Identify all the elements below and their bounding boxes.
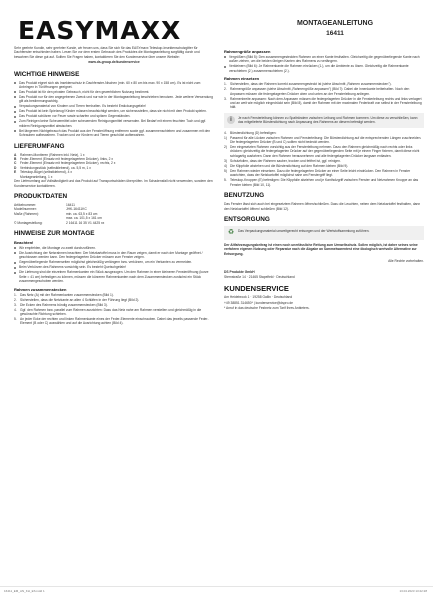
list-item: 1. Das Netz (A) mit der Rahmenkanten zusammenstecken (Bild 1). bbox=[14, 292, 114, 297]
document-title: MONTAGEANLEITUNG bbox=[296, 20, 374, 27]
service-note: * Anruf in das deutsche Festnetz zum Tarif Ihres Anbieters. bbox=[224, 306, 310, 311]
table-row: C Feder-Element (Einsatz mit federgelagertem Drücker), rechts, 2 x bbox=[14, 161, 116, 166]
list-item: 3. Die Ecken des Rahmens bündig zusammenstecken (Bild 3). bbox=[14, 302, 108, 307]
document-number: 16411 bbox=[326, 30, 344, 37]
delivery-note: Den Lieferumfang auf Vollständigkeit und das Produkt auf Transportschäden überprüfen. Im Schadensfall nicht verwenden, sondern den Kundenservice kontaktieren. bbox=[14, 179, 213, 188]
company-name: DS Produkte GmbH bbox=[224, 269, 255, 274]
tip-text: Je nach Fensterleibung können zu Spalträndern zwischen Leibung und Rahmen kommen. Um diese zu verschließen, kann das mitgelieferte Bürstendichtung nach Anpassung des Rahmens an diesem befestigt werden. bbox=[238, 115, 418, 125]
recycle-icon: ♻ bbox=[227, 228, 235, 236]
footer-file: 16411_EM_AN_KH_ES.indd 1 bbox=[4, 589, 45, 593]
intro-text: Sehr geehrte Kundin, sehr geehrter Kunde, wir freuen uns, dass Sie sich für das EASYmaxx Teleskop-Insektenschutzgitter für Dachfenster entschieden haben. Lesen Sie vor dem ersten Gebrauch des Produktes die Montageanleitung sorgfältig durch und bewahren Sie diese gut auf. Sollten Sie Fragen haben, kontaktieren Sie den Kundenservice über unsere Website: bbox=[14, 46, 200, 59]
list-item: 4) Die Klippfolie abziehen und die Bürstendichtung auf den Rahmen kleben (Bild 9). bbox=[224, 163, 349, 168]
service-heading: KUNDENSERVICE bbox=[224, 284, 289, 294]
delivery-heading: LIEFERUMFANG bbox=[14, 142, 65, 150]
disposal-heading: ENTSORGUNG bbox=[224, 215, 270, 223]
table-row: Modellnummer: JHK-16411KC bbox=[14, 207, 87, 212]
table-row: E Teleskop-Bügel (selbstklebend), 4 x bbox=[14, 170, 73, 175]
table-row: A Rahmen-Montieren (Rahmen inkl. Netz), 1 x bbox=[14, 152, 85, 157]
list-item: Verpackungsmaterial von Kindern und Tieren fernhalten. Es besteht Erstickungsgefahr! bbox=[14, 104, 214, 108]
list-item: Die Lieferung sind die einzelnen Rahmenkanten ein Stück ausgezogen. Um den Rahmen in einer kleineren Fensteröffnung (kurze Seite = 41 cm) befestigen zu können, müssen die kürzeren Rahmenkanten nach dem Zusammenstecken zunächst ein Stück zusammengeschoben werden. bbox=[14, 270, 214, 283]
disposal-box bbox=[224, 226, 424, 240]
list-item: Bei längerem Nichtgebrauch das Produkt aus der Fensteröffnung entfernen sowie ggf. zusammenschieben und zusammen mit den Schrauben aufbewahren. Trocken und vor Kindern und Tieren geschützt aufbewahren. bbox=[14, 129, 214, 138]
frame-insert-list bbox=[224, 82, 424, 110]
table-row: D Verbindungsstück (selbstklebend), ca. 5,5 m, 1 x bbox=[14, 165, 91, 170]
list-item: 4. Bürstendichtung (D) befestigen: bbox=[224, 130, 277, 135]
frame-assembly-list bbox=[14, 293, 214, 326]
list-item: Das Produkt nur für den angegebenen Zweck und nur wie in der Montageanleitung beschrieben benutzen. Jede weitere Verwendung gilt als bestimmungswidrig. bbox=[14, 95, 214, 104]
company-address: Sternstraße 14 · 21465 Stapelfeld · Deutschland bbox=[224, 274, 295, 279]
list-item: 2) Den eingesetzten Rahmen vorsichtig aus der Fensterleibung nehmen. Dazu den Rahmen gleichmäßig nach rechts oder links drücken: gleichzeitig die federgelagerten Drücker auf der gegenüberliegenden Seite mit je einem Finger fixieren, damit diese nicht schlagartig ausfahren. Dann den Rahmen herausnehmen und alle federgelagerten Drücker langsam entlasten. bbox=[224, 145, 420, 158]
table-row: B Feder-Element (Einsatz mit federgelagertem Drücker), links, 2 x bbox=[14, 157, 114, 162]
table-row: © Montagestellung: 2 16411 16 35 V1 4425 xx bbox=[14, 220, 105, 225]
table-row: Maße (Rahmen): min. ca. 63,5 x 83 cm bbox=[14, 211, 98, 216]
productdata-heading: PRODUKTDATEN bbox=[14, 192, 68, 200]
list-item: 3) Schutzfolien, dass der Rahmen sauber, trocken und fettfrei ist, ggf. reinigen. bbox=[224, 158, 341, 163]
right-column bbox=[224, 46, 424, 312]
info-icon: i bbox=[227, 116, 235, 124]
list-item: 4. Ggf. den Rahmen bzw. parallel zum Rahmen ausrichten: Dazu das Netz nahe am Rahmen verstellen und gleichmäßig in die gewünschte Richtung schieben. bbox=[14, 307, 202, 316]
disposal-text: Der Altfahrzeugungsbeitrag ist einen noch unerlässliche Rettung zum Umweltschutz. Sollen möglich, ist daher seines seine verfahren eigenen Nutzung oder Reparatur nach die Abgabe an Sammelwarentest eine ökologisch wertvolle Alternative zur Entsorgung. bbox=[224, 242, 418, 256]
frame-assembly-heading: Rahmen zusammenstecken bbox=[14, 286, 67, 292]
table-row: max. ca. 101,5 x 161 cm bbox=[66, 216, 102, 221]
service-phone[interactable]: +49 38851 314650* | kundenservice@dspro.de bbox=[224, 300, 294, 305]
usage-text: Das Fenster lässt sich auch bei eingesetztem Rahmen öffnen/schließen. Dazu die Leuchten, neben dem Netzkartoffel festhalten, dann den Netzkartoffel öffnen/ schließen (Bild 12). bbox=[224, 202, 421, 211]
safety-list bbox=[14, 81, 214, 138]
list-item: Das Produkt schützen vor Feuer sowie scharfen und spitzen Gegenständen. bbox=[14, 114, 214, 118]
footer-divider bbox=[0, 586, 433, 587]
mounting-subheading: Beachten! bbox=[14, 239, 34, 245]
rights-note: Alle Rechte vorbehalten. bbox=[388, 259, 424, 264]
table-row: Artikelnummer: 16411 bbox=[14, 202, 75, 207]
frame-adjust-heading: Rahmengröße anpassen bbox=[224, 49, 271, 54]
list-item: 5. Teleskop-Knoppen (E) befestigen: Die Klippfolie abziehen und je Kantholzgriff zwischen Fenster und Netzrahmen Knoppe an das Fenster kleben (Bild 10, 11). bbox=[224, 178, 419, 187]
list-item: Zum Reinigen keine Scheuermittel oder scheuernden Reinigungsmittel verwenden. Bei Bedarf mit einem feuchten Tuch und ggf. mildem Reinigungsmittel abwischen. bbox=[14, 119, 214, 128]
intro bbox=[14, 46, 214, 65]
list-item: 2. Sicherstellen, dass die Netzkante an allen 4 Schläfen in der Führung liegt (Bild 2). bbox=[14, 297, 140, 302]
list-item: 5) Den Rahmen wieder einsetzen. Dazu die federgelagerten Drücker an einer Seite leicht eindrücken. Den Rahmen in Fenster ausrichten, dass der Netzkartoffel möglichst nahe am Fenstergriff liegt. bbox=[224, 168, 411, 178]
service-address: Am Heidebrook 1 · 19258 Gallin · Deutschland bbox=[224, 295, 293, 300]
tip-box bbox=[224, 113, 424, 128]
list-item: 1. Sicherstellen, dass der Rahmen korrekt zusammengesteckt ist (siehe Abschnitt „Rahmen zusammenstecken"). bbox=[224, 82, 392, 87]
list-item: 1) Passend für alle Lücken zwischen Rahmen und Fensterleibung: Die Bürstendichtung auf die entsprechenden Längen zuschneiden. Die federgelagerten Drücker (B und C) sollten nicht bedeckt werden. bbox=[224, 135, 422, 145]
safety-heading: WICHTIGE HINWEISE bbox=[14, 70, 80, 78]
list-item: Das Produkt eignet sich als Insektenschutz in Dachfenster-Nischen (min. 60 x 80 cm bis max. 90 x 158 cm). Es ist nicht zum Anbringen in Türöffnungen geeignet. bbox=[14, 81, 214, 90]
list-item: Verkleinern (Bild 6): Je Rahmenkante die Rahmen einrücken (1.), um die Ambiente zu lösen. Gleichzeitig die Rahmenkante verschieben (2.) zusammenschieben (2.). bbox=[224, 64, 424, 73]
mounting-heading: HINWEISE ZUR MONTAGE bbox=[14, 229, 95, 237]
list-item: Gegenüberliegende Rahmenseiten möglichst gleichmäßig verlängern bzw. verkürzen, um ein Verkanten zu vermeiden. bbox=[14, 260, 214, 264]
brand-logo: EASYMAXX bbox=[18, 16, 182, 45]
list-item: Die Ausrichtung der Netzrahmen beachten: Der Netzkartoffel muss in den Raum zeigen, damit er nach der Montage geöffnet / geschlossen werden kann. Den federgelagerten Drücker müssen zum Fenster zeigen. bbox=[14, 251, 214, 260]
usage-heading: BENUTZUNG bbox=[224, 192, 265, 200]
delivery-parts bbox=[14, 153, 214, 179]
list-item: Beim Verkürzen des Rahmens vorsichtig sein. Es besteht Quetschgefahr! bbox=[14, 265, 214, 269]
brush-list bbox=[224, 131, 424, 187]
list-item: Wir empfehlen, die Montage zu zweit durchzuführen. bbox=[14, 246, 214, 250]
list-item: 3. Rahmenbreite anpassen: Nach dem Anpassen müssen die federgelagerten Drücker in die Fensterleibung rechts und links verlagert und an weit wie möglich eingedrückt sein (Bild 8), damit der Rahmen mit der maximalen Federkraft von selbst in der Fensterleibung hält. bbox=[224, 96, 422, 110]
list-item: Vergrößern (Bild 5): Den zusammengesteckten Rahmen an einer Kante festhalten. Gleichzeitig die gegenüberliegende Kante nach außen ziehen, um die beiden übrigen Kanten des Rahmens zu verlängern. bbox=[224, 55, 424, 64]
list-item: 5. An jeder Ecke der rechten und linken Rahmenkante eines der Feder-Elemente einschrauben. Dabei das jeweils passende Feder-Element (B oder C) auswählen und auf die Ausrichtung achten (Bild 4). bbox=[14, 316, 209, 326]
list-item: Das Produkt ist kein Spielzeug! Kinder müssen beaufsichtigt werden, um sicherzustellen, dass sie nicht mit dem Produkt spielen. bbox=[14, 109, 214, 113]
frame-adjust-list bbox=[224, 55, 424, 73]
list-item: 2. Rahmengröße anpassen (siehe Abschnitt „Rahmengröße anpassen") (Bild 7): Dabei die Innenkante beibehalten. Noch den Anpassen müssen die federgelagerten Drücker oben und unten an der Fensterleibung anliegen. bbox=[224, 87, 410, 96]
intro-link[interactable]: www.ds-group.de/kundenservice bbox=[88, 60, 140, 65]
disposal-box-text: Das Verpackungsmaterial umweltgerecht entsorgen und der Wertstoffsammlung zuführen. bbox=[238, 228, 370, 233]
mounting-list bbox=[14, 246, 214, 284]
list-item: Das Produkt ist für den privaten Gebrauch, nicht für den gewerblichen Nutzung bestimmt. bbox=[14, 90, 214, 94]
table-row: Montageanleitung, 1 x bbox=[20, 174, 53, 179]
footer-date: 13.04.2023 13:22:28 bbox=[399, 589, 427, 593]
left-column bbox=[14, 46, 214, 326]
productdata-table bbox=[14, 203, 214, 225]
frame-insert-heading: Rahmen einsetzen bbox=[224, 76, 260, 82]
